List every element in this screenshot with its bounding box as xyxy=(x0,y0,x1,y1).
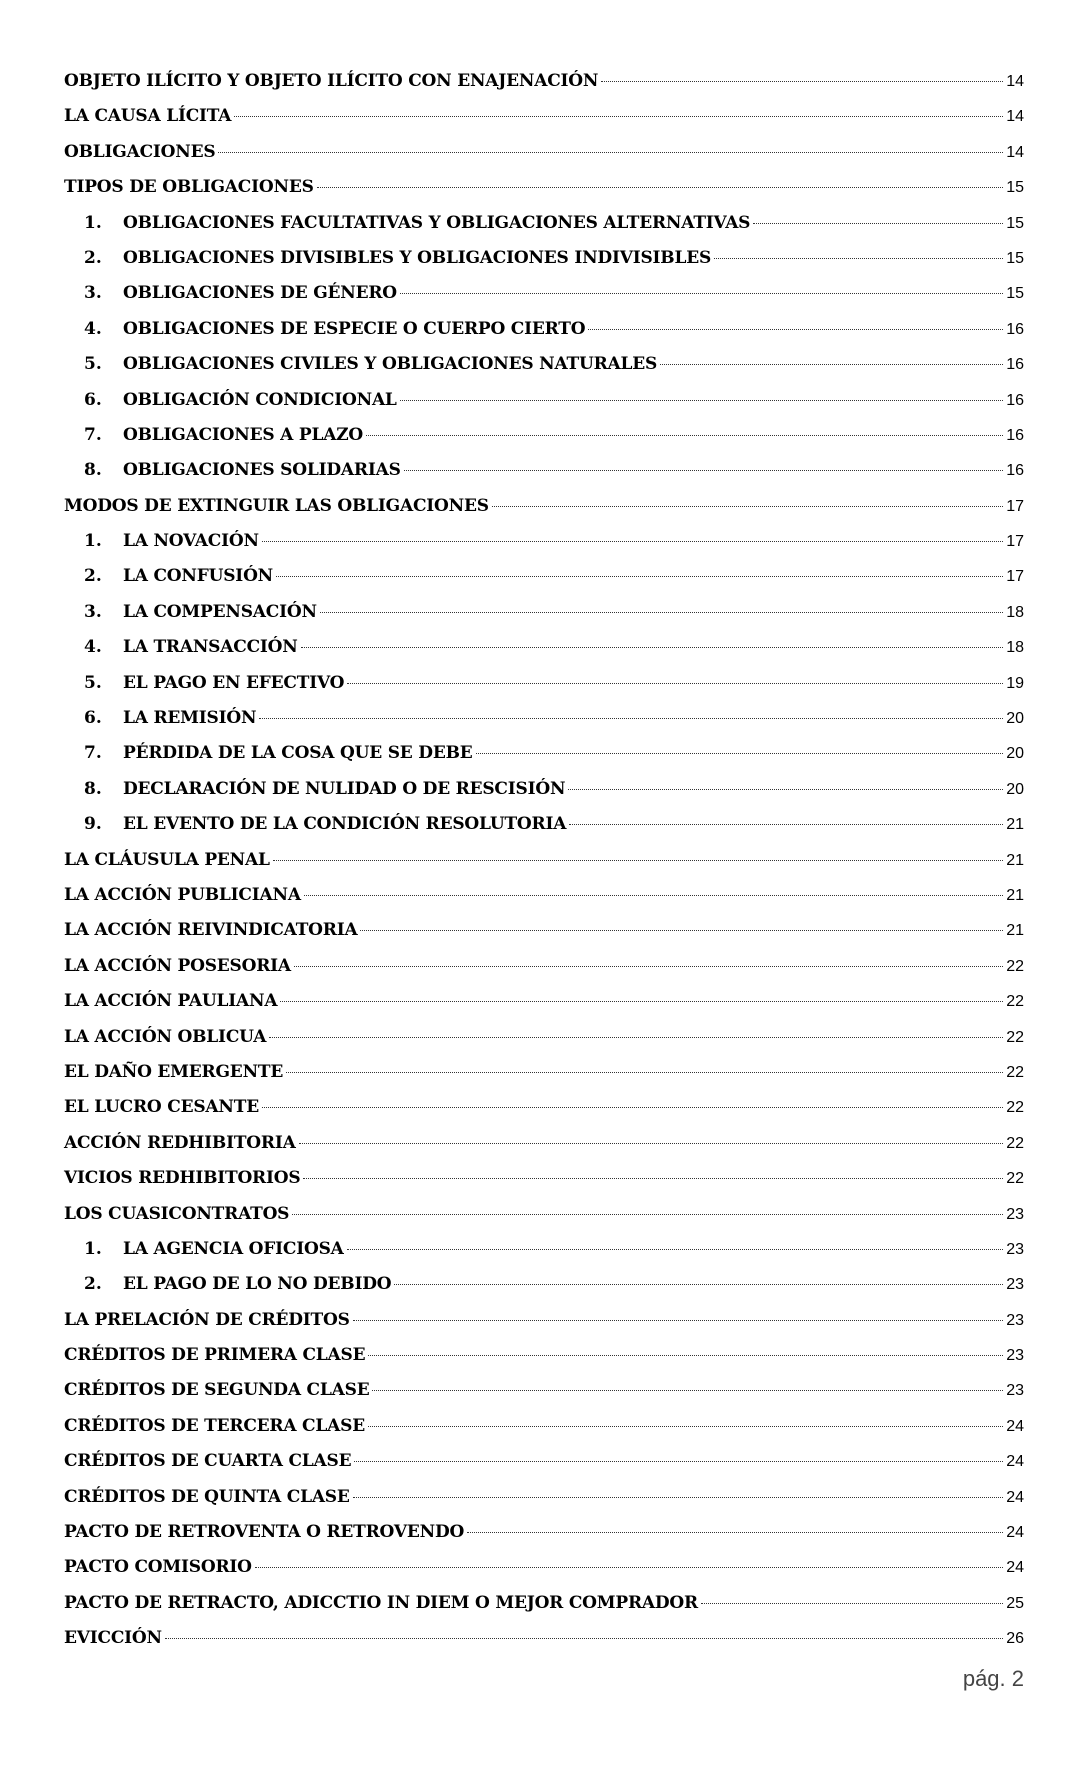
toc-entry[interactable] xyxy=(64,878,1024,913)
toc-entry[interactable] xyxy=(64,1197,1024,1232)
dot-leader xyxy=(262,1107,1003,1108)
toc-entry[interactable] xyxy=(64,383,1024,418)
toc-entry-title: LA ACCIÓN REIVINDICATORIA xyxy=(64,920,358,941)
toc-entry-number: 1. xyxy=(84,531,102,552)
toc-entry-title: EL DAÑO EMERGENTE xyxy=(64,1061,284,1082)
toc-entry-title: EL PAGO EN EFECTIVO xyxy=(123,672,345,693)
toc-entry[interactable] xyxy=(64,1444,1024,1479)
toc-entry-number: 3. xyxy=(84,601,102,622)
toc-entry-page: 24 xyxy=(1006,1488,1024,1506)
dot-leader xyxy=(259,718,1003,719)
toc-entry-page: 23 xyxy=(1006,1205,1024,1223)
toc-entry-page: 22 xyxy=(1006,993,1024,1011)
toc-entry-number: 2. xyxy=(84,566,102,587)
dot-leader xyxy=(218,152,1003,153)
dot-leader xyxy=(360,930,1003,931)
toc-entry-title: OBLIGACIONES A PLAZO xyxy=(123,424,364,445)
toc-entry-title: OBLIGACIONES CIVILES Y OBLIGACIONES NATURALES xyxy=(123,354,658,375)
dot-leader xyxy=(347,1249,1004,1250)
dot-leader xyxy=(569,824,1003,825)
toc-entry[interactable] xyxy=(64,312,1024,347)
toc-entry-title: EL LUCRO CESANTE xyxy=(64,1097,259,1118)
toc-entry-page: 25 xyxy=(1006,1594,1024,1612)
toc-entry-title: LOS CUASICONTRATOS xyxy=(64,1203,290,1224)
dot-leader xyxy=(304,895,1003,896)
toc-entry-number: 5. xyxy=(84,672,102,693)
toc-entry[interactable] xyxy=(64,1586,1024,1621)
toc-entry-title: LA ACCIÓN PAULIANA xyxy=(64,991,278,1012)
toc-entry-page: 20 xyxy=(1006,710,1024,728)
toc-entry-page: 20 xyxy=(1006,780,1024,798)
dot-leader xyxy=(400,400,1004,401)
toc-entry[interactable] xyxy=(64,418,1024,453)
toc-entry-page: 20 xyxy=(1006,745,1024,763)
toc-entry[interactable] xyxy=(64,559,1024,594)
toc-entry-page: 15 xyxy=(1006,249,1024,267)
toc-entry-page: 16 xyxy=(1006,462,1024,480)
toc-entry-page: 21 xyxy=(1006,851,1024,869)
toc-entry[interactable] xyxy=(64,1126,1024,1161)
toc-entry-page: 23 xyxy=(1006,1276,1024,1294)
dot-leader xyxy=(588,329,1003,330)
toc-entry-title: LA ACCIÓN PUBLICIANA xyxy=(64,884,301,905)
dot-leader xyxy=(701,1603,1003,1604)
dot-leader xyxy=(280,1001,1003,1002)
toc-entry[interactable] xyxy=(64,772,1024,807)
toc-entry[interactable] xyxy=(64,1480,1024,1515)
toc-entry-page: 16 xyxy=(1006,320,1024,338)
toc-entry[interactable] xyxy=(64,524,1024,559)
dot-leader xyxy=(269,1037,1003,1038)
toc-entry-number: 8. xyxy=(84,778,102,799)
dot-leader xyxy=(255,1567,1003,1568)
dot-leader xyxy=(234,116,1003,117)
toc-entry[interactable] xyxy=(64,913,1024,948)
toc-entry[interactable] xyxy=(64,453,1024,488)
toc-entry[interactable] xyxy=(64,666,1024,701)
toc-entry-page: 15 xyxy=(1006,179,1024,197)
toc-entry-page: 14 xyxy=(1006,143,1024,161)
dot-leader xyxy=(347,683,1003,684)
toc-entry-page: 18 xyxy=(1006,603,1024,621)
dot-leader xyxy=(394,1284,1003,1285)
dot-leader xyxy=(601,81,1003,82)
toc-entry-title: PACTO COMISORIO xyxy=(64,1557,252,1578)
toc-entry-title: EL EVENTO DE LA CONDICIÓN RESOLUTORIA xyxy=(123,814,567,835)
dot-leader xyxy=(317,187,1004,188)
toc-entry-page: 24 xyxy=(1006,1453,1024,1471)
toc-entry-page: 23 xyxy=(1006,1311,1024,1329)
toc-entry-number: 4. xyxy=(84,318,102,339)
toc-entry-number: 9. xyxy=(84,814,102,835)
toc-entry-page: 15 xyxy=(1006,285,1024,303)
toc-entry[interactable] xyxy=(64,276,1024,311)
dot-leader xyxy=(368,1426,1003,1427)
toc-entry[interactable] xyxy=(64,949,1024,984)
toc-entry[interactable] xyxy=(64,1338,1024,1373)
toc-entry-page: 22 xyxy=(1006,1099,1024,1117)
toc-entry-page: 22 xyxy=(1006,1028,1024,1046)
toc-entry[interactable] xyxy=(64,1515,1024,1550)
toc-entry-title: OBLIGACIONES SOLIDARIAS xyxy=(123,460,401,481)
toc-entry-title: OBLIGACIÓN CONDICIONAL xyxy=(123,389,397,410)
toc-entry-title: OBJETO ILÍCITO Y OBJETO ILÍCITO CON ENAJENACIÓN xyxy=(64,71,599,91)
toc-entry-page: 17 xyxy=(1006,533,1024,551)
toc-entry[interactable] xyxy=(64,347,1024,382)
toc-entry-page: 16 xyxy=(1006,356,1024,374)
toc-entry-page: 23 xyxy=(1006,1240,1024,1258)
toc-entry-page: 16 xyxy=(1006,426,1024,444)
toc-entry-page: 23 xyxy=(1006,1347,1024,1365)
toc-entry-title: LA NOVACIÓN xyxy=(123,531,259,552)
toc-entry-page: 18 xyxy=(1006,639,1024,657)
toc-entry-title: OBLIGACIONES DIVISIBLES Y OBLIGACIONES INDIVISIBLES xyxy=(123,247,712,268)
dot-leader xyxy=(368,1355,1003,1356)
toc-entry-page: 19 xyxy=(1006,674,1024,692)
dot-leader xyxy=(492,506,1003,507)
toc-entry-number: 4. xyxy=(84,637,102,658)
toc-entry-title: LA PRELACIÓN DE CRÉDITOS xyxy=(64,1309,350,1330)
toc-entry[interactable] xyxy=(64,99,1024,134)
toc-entry-title: PACTO DE RETROVENTA O RETROVENDO xyxy=(64,1522,465,1543)
toc-entry-title: DECLARACIÓN DE NULIDAD O DE RESCISIÓN xyxy=(123,778,566,799)
toc-entry[interactable] xyxy=(64,64,1024,99)
toc-entry-page: 22 xyxy=(1006,1063,1024,1081)
toc-entry[interactable] xyxy=(64,1303,1024,1338)
toc-entry-number: 2. xyxy=(84,247,102,268)
dot-leader xyxy=(660,364,1003,365)
toc-entry-title: CRÉDITOS DE CUARTA CLASE xyxy=(64,1451,352,1472)
toc-entry[interactable] xyxy=(64,1020,1024,1055)
toc-entry-number: 2. xyxy=(84,1274,102,1295)
toc-entry-page: 24 xyxy=(1006,1524,1024,1542)
toc-entry-title: LA TRANSACCIÓN xyxy=(123,637,298,658)
toc-entry-title: LA REMISIÓN xyxy=(123,708,257,729)
toc-entry-page: 24 xyxy=(1006,1559,1024,1577)
toc-entry-title: OBLIGACIONES DE GÉNERO xyxy=(123,283,397,304)
toc-entry-number: 6. xyxy=(84,389,102,410)
dot-leader xyxy=(165,1638,1003,1639)
dot-leader xyxy=(372,1390,1003,1391)
dot-leader xyxy=(262,541,1003,542)
dot-leader xyxy=(568,789,1003,790)
toc-entry[interactable] xyxy=(64,736,1024,771)
dot-leader xyxy=(301,647,1004,648)
toc-entry[interactable] xyxy=(64,807,1024,842)
toc-entry-title: CRÉDITOS DE QUINTA CLASE xyxy=(64,1486,350,1507)
toc-entry-page: 26 xyxy=(1006,1630,1024,1648)
toc-entry-page: 17 xyxy=(1006,568,1024,586)
toc-entry-number: 3. xyxy=(84,283,102,304)
toc-entry-page: 24 xyxy=(1006,1417,1024,1435)
dot-leader xyxy=(276,576,1003,577)
toc-entry-title: TIPOS DE OBLIGACIONES xyxy=(64,177,314,198)
toc-entry-title: OBLIGACIONES FACULTATIVAS Y OBLIGACIONES ALTERNATIVAS xyxy=(123,212,751,233)
toc-entry[interactable] xyxy=(64,1267,1024,1302)
toc-entry-number: 6. xyxy=(84,708,102,729)
dot-leader xyxy=(353,1320,1004,1321)
toc-entry[interactable] xyxy=(64,1232,1024,1267)
dot-leader xyxy=(292,1214,1003,1215)
toc-entry-title: MODOS DE EXTINGUIR LAS OBLIGACIONES xyxy=(64,495,489,516)
toc-entry-number: 7. xyxy=(84,743,102,764)
toc-entry-page: 21 xyxy=(1006,886,1024,904)
toc-entry-page: 17 xyxy=(1006,497,1024,515)
toc-entry[interactable] xyxy=(64,206,1024,241)
toc-entry-title: OBLIGACIONES xyxy=(64,141,216,162)
toc-entry-title: CRÉDITOS DE PRIMERA CLASE xyxy=(64,1345,366,1366)
toc-entry-page: 22 xyxy=(1006,1170,1024,1188)
toc-entry-number: 8. xyxy=(84,460,102,481)
toc-entry-page: 14 xyxy=(1006,108,1024,126)
toc-entry[interactable] xyxy=(64,630,1024,665)
dot-leader xyxy=(354,1461,1003,1462)
toc-entry[interactable] xyxy=(64,1373,1024,1408)
toc-entry-title: LA COMPENSACIÓN xyxy=(123,601,317,622)
dot-leader xyxy=(404,470,1004,471)
toc-entry-number: 7. xyxy=(84,424,102,445)
toc-entry[interactable] xyxy=(64,1409,1024,1444)
toc-entry[interactable] xyxy=(64,489,1024,524)
toc-entry[interactable] xyxy=(64,1055,1024,1090)
toc-entry-title: CRÉDITOS DE SEGUNDA CLASE xyxy=(64,1380,370,1401)
toc-entry-title: PACTO DE RETRACTO, ADICCTIO IN DIEM O MEJOR COMPRADOR xyxy=(64,1592,698,1613)
toc-entry-title: LA ACCIÓN OBLICUA xyxy=(64,1026,267,1047)
toc-entry[interactable] xyxy=(64,843,1024,878)
toc-entry-title: LA AGENCIA OFICIOSA xyxy=(123,1238,344,1259)
toc-entry-page: 14 xyxy=(1006,73,1024,90)
toc-entry-page: 21 xyxy=(1006,922,1024,940)
dot-leader xyxy=(320,612,1003,613)
toc-entry-title: LA CLÁUSULA PENAL xyxy=(64,849,270,870)
toc-entry[interactable] xyxy=(64,1161,1024,1196)
toc-entry[interactable] xyxy=(64,1550,1024,1585)
toc-entry-title: ACCIÓN REDHIBITORIA xyxy=(64,1132,296,1153)
dot-leader xyxy=(467,1532,1003,1533)
dot-leader xyxy=(714,258,1003,259)
toc-entry-number: 1. xyxy=(84,1238,102,1259)
dot-leader xyxy=(286,1072,1003,1073)
toc-entry-title: LA CAUSA LÍCITA xyxy=(64,106,232,127)
dot-leader xyxy=(366,435,1003,436)
dot-leader xyxy=(273,860,1003,861)
toc-entry-page: 22 xyxy=(1006,1134,1024,1152)
toc-entry-title: LA CONFUSIÓN xyxy=(123,566,274,587)
toc-entry[interactable] xyxy=(64,1090,1024,1125)
toc-entry-title: EL PAGO DE LO NO DEBIDO xyxy=(123,1274,392,1295)
dot-leader xyxy=(353,1497,1004,1498)
toc-entry-title: CRÉDITOS DE TERCERA CLASE xyxy=(64,1415,365,1436)
toc-entry-page: 15 xyxy=(1006,214,1024,232)
page-number-footer: pág. 2 xyxy=(962,1666,1024,1691)
toc-entry-page: 21 xyxy=(1006,816,1024,834)
dot-leader xyxy=(400,293,1003,294)
toc-entry[interactable] xyxy=(64,241,1024,276)
toc-entry[interactable] xyxy=(64,701,1024,736)
toc-entry-title: EVICCIÓN xyxy=(64,1628,162,1649)
toc-entry-number: 5. xyxy=(84,354,102,375)
toc-entry-page: 23 xyxy=(1006,1382,1024,1400)
toc-entry[interactable] xyxy=(64,1621,1024,1656)
toc-entry-title: VICIOS REDHIBITORIOS xyxy=(64,1168,301,1189)
table-of-contents xyxy=(64,64,1024,1657)
toc-entry-title: PÉRDIDA DE LA COSA QUE SE DEBE xyxy=(123,743,473,764)
toc-entry[interactable] xyxy=(64,984,1024,1019)
dot-leader xyxy=(476,753,1004,754)
toc-entry-title: LA ACCIÓN POSESORIA xyxy=(64,955,291,976)
toc-entry-page: 16 xyxy=(1006,391,1024,409)
dot-leader xyxy=(294,966,1003,967)
toc-entry[interactable] xyxy=(64,135,1024,170)
toc-entry[interactable] xyxy=(64,170,1024,205)
toc-entry-number: 1. xyxy=(84,212,102,233)
toc-entry-page: 22 xyxy=(1006,957,1024,975)
dot-leader xyxy=(299,1143,1004,1144)
dot-leader xyxy=(753,223,1003,224)
dot-leader xyxy=(303,1178,1003,1179)
toc-entry-title: OBLIGACIONES DE ESPECIE O CUERPO CIERTO xyxy=(123,318,586,339)
toc-entry[interactable] xyxy=(64,595,1024,630)
